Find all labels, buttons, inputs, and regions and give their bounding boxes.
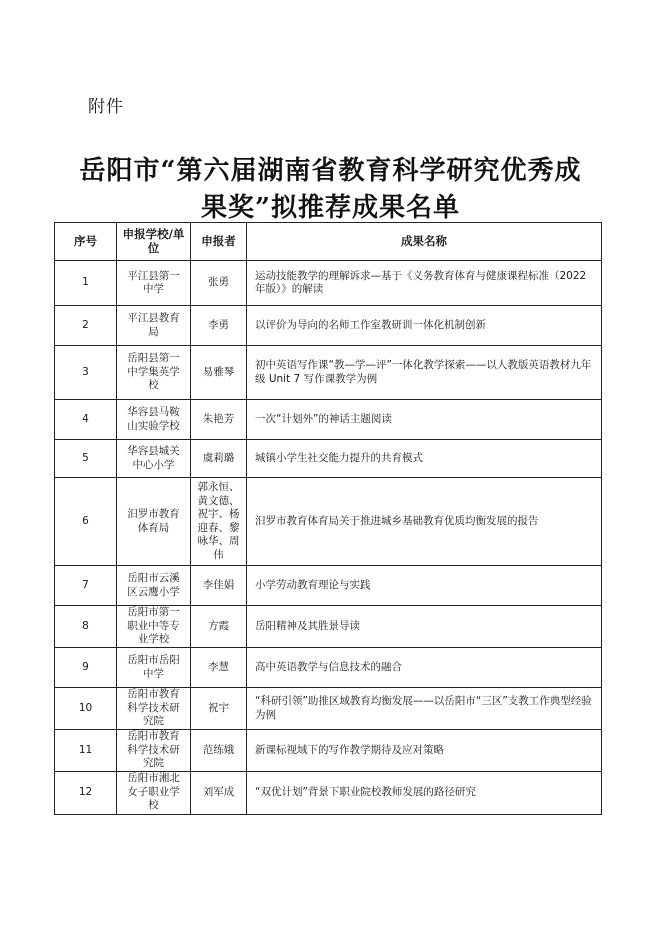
cell-school: 岳阳县第一中学集英学校 bbox=[117, 346, 191, 400]
table-row bbox=[55, 400, 602, 440]
header-achievement: 成果名称 bbox=[247, 223, 602, 261]
cell-applicant: 李佳娟 bbox=[191, 566, 247, 606]
header-index: 序号 bbox=[55, 223, 117, 261]
cell-school: 华容县城关中心小学 bbox=[117, 440, 191, 478]
cell-applicant: 虞莉璐 bbox=[191, 440, 247, 478]
cell-achievement: “科研引领”助推区域教育均衡发展——以岳阳市“三区”支教工作典型经验为例 bbox=[247, 688, 602, 730]
table-row bbox=[55, 306, 602, 346]
cell-applicant: 易雅琴 bbox=[191, 346, 247, 400]
cell-achievement: 以评价为导向的名师工作室教研训一体化机制创新 bbox=[247, 306, 602, 346]
table-row bbox=[55, 440, 602, 478]
cell-index: 7 bbox=[55, 566, 117, 606]
cell-index: 12 bbox=[55, 771, 117, 814]
table-row bbox=[55, 688, 602, 730]
cell-index: 4 bbox=[55, 400, 117, 440]
cell-school: 岳阳市教育科学技术研究院 bbox=[117, 688, 191, 730]
table-row bbox=[55, 606, 602, 648]
header-school: 申报学校/单位 bbox=[117, 223, 191, 261]
table-row bbox=[55, 566, 602, 606]
table-header-row bbox=[55, 223, 602, 261]
cell-applicant: 范练娥 bbox=[191, 730, 247, 772]
cell-school: 平江县第一中学 bbox=[117, 261, 191, 306]
achievement-list-table bbox=[54, 222, 602, 815]
cell-index: 10 bbox=[55, 688, 117, 730]
cell-achievement: “双优计划”背景下职业院校教师发展的路径研究 bbox=[247, 771, 602, 814]
cell-school: 岳阳市岳阳中学 bbox=[117, 648, 191, 688]
cell-achievement: 汨罗市教育体育局关于推进城乡基础教育优质均衡发展的报告 bbox=[247, 478, 602, 566]
cell-achievement: 一次“计划外”的神话主题阅读 bbox=[247, 400, 602, 440]
cell-index: 2 bbox=[55, 306, 117, 346]
page-title-line-1: 岳阳市“第六届湖南省教育科学研究优秀成 bbox=[79, 156, 582, 186]
cell-school: 汨罗市教育体育局 bbox=[117, 478, 191, 566]
cell-achievement: 运动技能教学的理解诉求—基于《义务教育体育与健康课程标准（2022年版）》的解读 bbox=[247, 261, 602, 306]
cell-school: 岳阳市云溪区云鹰小学 bbox=[117, 566, 191, 606]
cell-achievement: 岳阳精神及其胜景导读 bbox=[247, 606, 602, 648]
cell-index: 3 bbox=[55, 346, 117, 400]
cell-achievement: 新课标视域下的写作教学期待及应对策略 bbox=[247, 730, 602, 772]
cell-index: 1 bbox=[55, 261, 117, 306]
cell-school: 岳阳市教育科学技术研究院 bbox=[117, 730, 191, 772]
cell-applicant: 郭永恒、黄文德、祝宇、杨迎春、黎咏华、周伟 bbox=[191, 478, 247, 566]
cell-applicant: 李勇 bbox=[191, 306, 247, 346]
cell-index: 9 bbox=[55, 648, 117, 688]
cell-applicant: 祝宇 bbox=[191, 688, 247, 730]
cell-school: 平江县教育局 bbox=[117, 306, 191, 346]
cell-school: 岳阳市第一职业中等专业学校 bbox=[117, 606, 191, 648]
cell-index: 5 bbox=[55, 440, 117, 478]
table-row bbox=[55, 648, 602, 688]
table-row bbox=[55, 261, 602, 306]
attachment-label: 附件 bbox=[88, 97, 124, 117]
cell-index: 11 bbox=[55, 730, 117, 772]
table-row bbox=[55, 346, 602, 400]
cell-school: 岳阳市湘北女子职业学校 bbox=[117, 771, 191, 814]
cell-achievement: 初中英语写作课“教—学—评”一体化教学探索——以人教版英语教材九年级 Unit 7 写作课教学为例 bbox=[247, 346, 602, 400]
cell-achievement: 小学劳动教育理论与实践 bbox=[247, 566, 602, 606]
table-row bbox=[55, 730, 602, 772]
page-title-line-2: 果奖”拟推荐成果名单 bbox=[201, 193, 460, 223]
cell-index: 6 bbox=[55, 478, 117, 566]
table-row bbox=[55, 771, 602, 814]
cell-achievement: 高中英语教学与信息技术的融合 bbox=[247, 648, 602, 688]
header-applicant: 申报者 bbox=[191, 223, 247, 261]
cell-applicant: 朱艳芳 bbox=[191, 400, 247, 440]
cell-applicant: 方霞 bbox=[191, 606, 247, 648]
cell-applicant: 张勇 bbox=[191, 261, 247, 306]
table-row bbox=[55, 478, 602, 566]
cell-achievement: 城镇小学生社交能力提升的共育模式 bbox=[247, 440, 602, 478]
cell-school: 华容县马鞍山实验学校 bbox=[117, 400, 191, 440]
cell-applicant: 李慧 bbox=[191, 648, 247, 688]
cell-index: 8 bbox=[55, 606, 117, 648]
cell-applicant: 刘军成 bbox=[191, 771, 247, 814]
